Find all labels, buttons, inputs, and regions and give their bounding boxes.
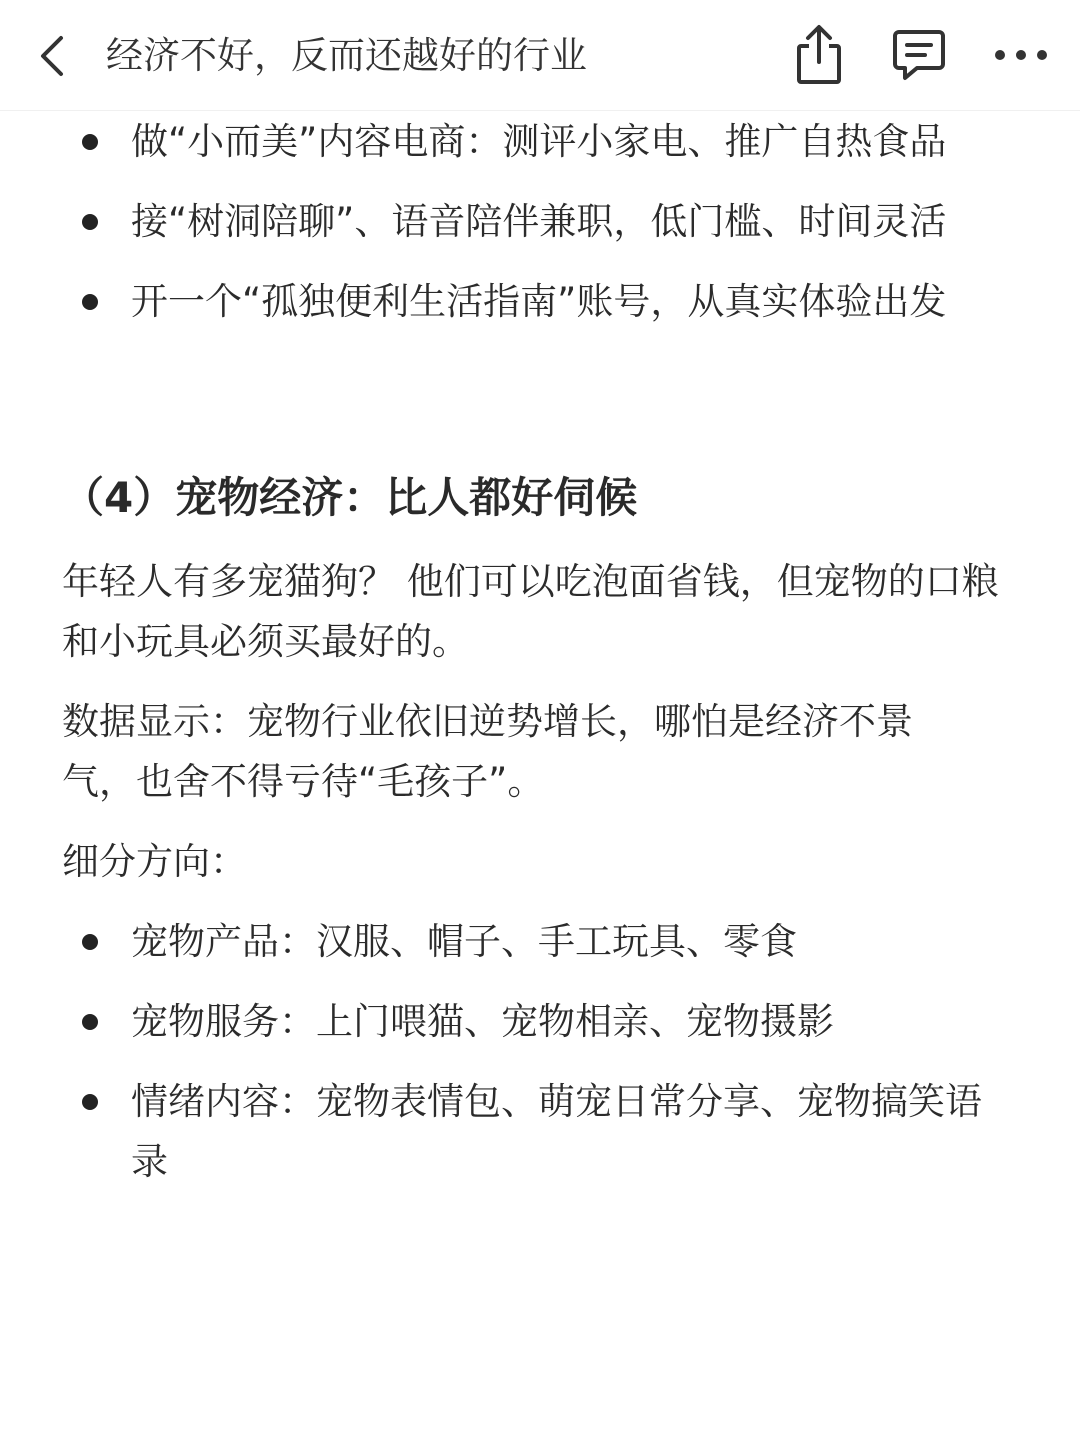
paragraph-subdirections: 细分方向： xyxy=(62,840,247,883)
bullet-icon xyxy=(82,1014,98,1030)
chevron-left-icon xyxy=(37,34,67,78)
list-item xyxy=(0,912,1080,972)
list-item-text: 做“小而美”内容电商：测评小家电、推广自热食品 xyxy=(131,120,947,163)
more-button[interactable] xyxy=(988,22,1054,88)
list-item xyxy=(0,192,1080,252)
list-item xyxy=(0,112,1080,172)
list-item xyxy=(0,272,1080,332)
back-button[interactable] xyxy=(30,28,74,84)
bullet-icon xyxy=(82,214,98,230)
list-item-text: 接“树洞陪聊”、语音陪伴兼职，低门槛、时间灵活 xyxy=(131,200,947,243)
top-navigation-bar xyxy=(0,0,1080,111)
bullet-icon xyxy=(82,134,98,150)
paragraph-intro: 年轻人有多宠猫狗？ 他们可以吃泡面省钱，但宠物的口粮和小玩具必须买最好的。 xyxy=(62,560,999,663)
bullet-icon xyxy=(82,934,98,950)
list-item xyxy=(0,992,1080,1052)
paragraph-data: 数据显示：宠物行业依旧逆势增长，哪怕是经济不景气，也舍不得亏待“毛孩子”。 xyxy=(62,700,913,803)
share-icon xyxy=(793,24,845,86)
page-title: 经济不好，反而还越好的行业 xyxy=(106,34,587,77)
more-icon xyxy=(993,47,1049,63)
top-bullet-list xyxy=(0,112,1080,352)
bullet-icon xyxy=(82,294,98,310)
list-item-text: 宠物产品：汉服、帽子、手工玩具、零食 xyxy=(131,920,797,963)
comment-icon xyxy=(891,28,947,82)
bottom-bullet-list xyxy=(0,912,1080,1212)
bullet-icon xyxy=(82,1094,98,1110)
list-item-text: 开一个“孤独便利生活指南”账号，从真实体验出发 xyxy=(131,280,947,323)
list-item-text: 宠物服务：上门喂猫、宠物相亲、宠物摄影 xyxy=(131,1000,834,1043)
section-heading: （4）宠物经济：比人都好伺候 xyxy=(62,473,638,522)
list-item-text: 情绪内容：宠物表情包、萌宠日常分享、宠物搞笑语录 xyxy=(131,1080,982,1183)
share-button[interactable] xyxy=(786,22,852,88)
list-item xyxy=(0,1072,1080,1192)
comment-button[interactable] xyxy=(886,22,952,88)
